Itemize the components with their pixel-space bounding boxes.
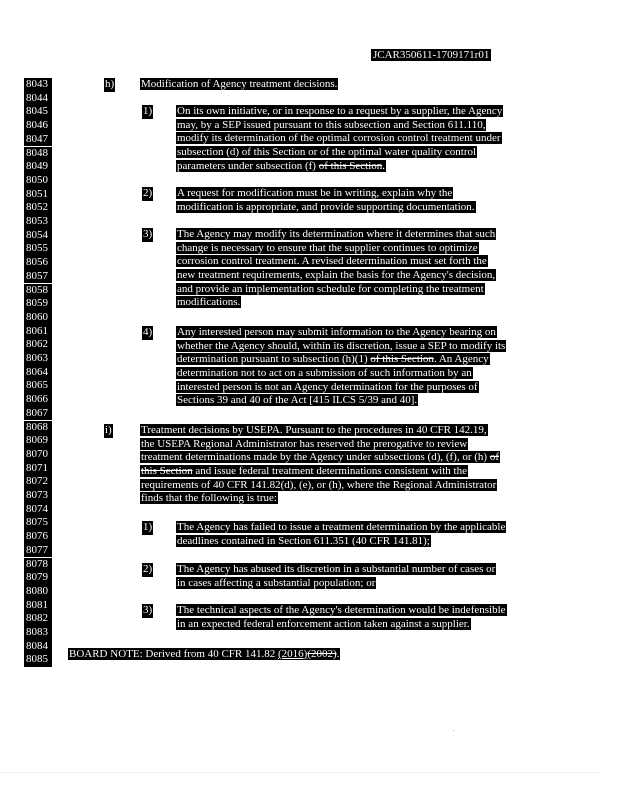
line-number: 8076: [24, 530, 52, 544]
line-number: 8082: [24, 612, 52, 626]
item-h3-label: 3): [143, 228, 153, 240]
line-number: 8056: [24, 256, 52, 270]
item-h4-label: 4): [143, 326, 153, 338]
section-h-label: h): [105, 78, 115, 90]
line-number: 8053: [24, 215, 52, 229]
line-number: 8073: [24, 489, 52, 503]
line-number: 8052: [24, 201, 52, 215]
line-number: 8067: [24, 407, 52, 421]
line-number: 8079: [24, 571, 52, 585]
line-number: 8048: [24, 147, 52, 161]
line-number: 8046: [24, 119, 52, 133]
line-number: 8078: [24, 558, 52, 572]
underlined-text: (2016): [278, 648, 308, 660]
line-number: 8051: [24, 188, 52, 202]
line-number: 8059: [24, 297, 52, 311]
item-h2-text: A request for modification must be in writing, explain why the modification is appropriate, and provide supporting documentation.: [177, 187, 475, 213]
line-number: 8072: [24, 475, 52, 489]
line-number: 8071: [24, 462, 52, 476]
line-number: 8075: [24, 516, 52, 530]
line-number: 8058: [24, 284, 52, 298]
section-i-text: Treatment decisions by USEPA. Pursuant to the procedures in 40 CFR 142.19, the USEPA Regional Administrator has reserved the prerogative to review treatment determinations made by the Agency under subsections (d), (f), or (h) of this Section and issue federal treatment determinations consistent with the requirements of 40 CFR 141.82(d), (e), or (h), where the Regional Administrator finds that the following is true:: [141, 424, 500, 505]
line-number: 8085: [24, 653, 52, 667]
board-note: BOARD NOTE: Derived from 40 CFR 141.82 (2016)(2002).: [69, 648, 340, 660]
item-i3-label: 3): [143, 604, 153, 616]
line-number: 8080: [24, 585, 52, 599]
line-number: 8081: [24, 599, 52, 613]
struck-text: this Section: [141, 465, 193, 478]
document-header-id: JCAR350611-1709171r01: [373, 49, 490, 61]
item-h3-text: The Agency may modify its determination where it determines that such change is necessary to ensure that the supplier continues to optimize corrosion control treatment. A revised determination must set forth the new treatment requirements, explain the basis for the Agency's decision, and provide an implementation schedule for completing the treatment modifications.: [177, 228, 496, 309]
item-h4-text: Any interested person may submit information to the Agency bearing on whether the Agency should, within its discretion, issue a SEP to modify its determination pursuant to subsection (h)(1) of this Section. An Agency determination not to act on a submission of such information by an interested person is not an Agency determination for the purposes of Sections 39 and 40 of the Act [415 ILCS 5/39 and 40].: [177, 326, 506, 407]
item-i1-label: 1): [143, 521, 153, 533]
line-number: 8063: [24, 352, 52, 366]
line-number: 8077: [24, 544, 52, 558]
section-h-title: Modification of Agency treatment decisions.: [141, 78, 338, 90]
struck-text: of: [489, 451, 500, 464]
line-number: 8050: [24, 174, 52, 188]
line-number: 8065: [24, 379, 52, 393]
line-number: 8060: [24, 311, 52, 325]
item-h1-text: On its own initiative, or in response to a request by a supplier, the Agency may, by a SEP issued pursuant to this subsection and Section 611.110, modify its determination of the optimal corrosion control treatment under subsection (d) of this Section or of the optimal water quality control parameters under subsection (f) of this Section.: [177, 105, 503, 172]
section-i-label: i): [105, 424, 112, 436]
item-i2-label: 2): [143, 563, 153, 575]
line-number: 8045: [24, 105, 52, 119]
struck-text: of this Section: [370, 353, 434, 366]
line-number: 8083: [24, 626, 52, 640]
struck-text: (2002): [307, 648, 337, 660]
item-i1-text: The Agency has failed to issue a treatment determination by the applicable deadlines contained in Section 611.351 (40 CFR 141.81);: [177, 521, 506, 547]
line-number: 8069: [24, 434, 52, 448]
line-number: 8084: [24, 640, 52, 654]
page-bottom-rule: [0, 772, 600, 773]
line-number: 8055: [24, 242, 52, 256]
struck-text: of this Section: [318, 159, 383, 172]
line-number: 8074: [24, 503, 52, 517]
item-i2-text: The Agency has abused its discretion in a substantial number of cases or in cases affecting a substantial population; or: [177, 563, 496, 589]
line-number: 8049: [24, 160, 52, 174]
item-h1-label: 1): [143, 105, 153, 117]
line-number: 8066: [24, 393, 52, 407]
line-number: 8044: [24, 92, 52, 106]
line-number: 8057: [24, 270, 52, 284]
line-number: 8054: [24, 229, 52, 243]
item-i3-text: The technical aspects of the Agency's determination would be indefensible in an expected federal enforcement action taken against a supplier.: [177, 604, 506, 630]
line-number: 8068: [24, 421, 52, 435]
item-h2-label: 2): [143, 187, 153, 199]
line-number: 8043: [24, 78, 52, 92]
scan-speck: [453, 730, 454, 731]
line-number: 8070: [24, 448, 52, 462]
line-number: 8061: [24, 325, 52, 339]
line-number: 8047: [24, 133, 52, 147]
line-number: 8064: [24, 366, 52, 380]
line-number: 8062: [24, 338, 52, 352]
